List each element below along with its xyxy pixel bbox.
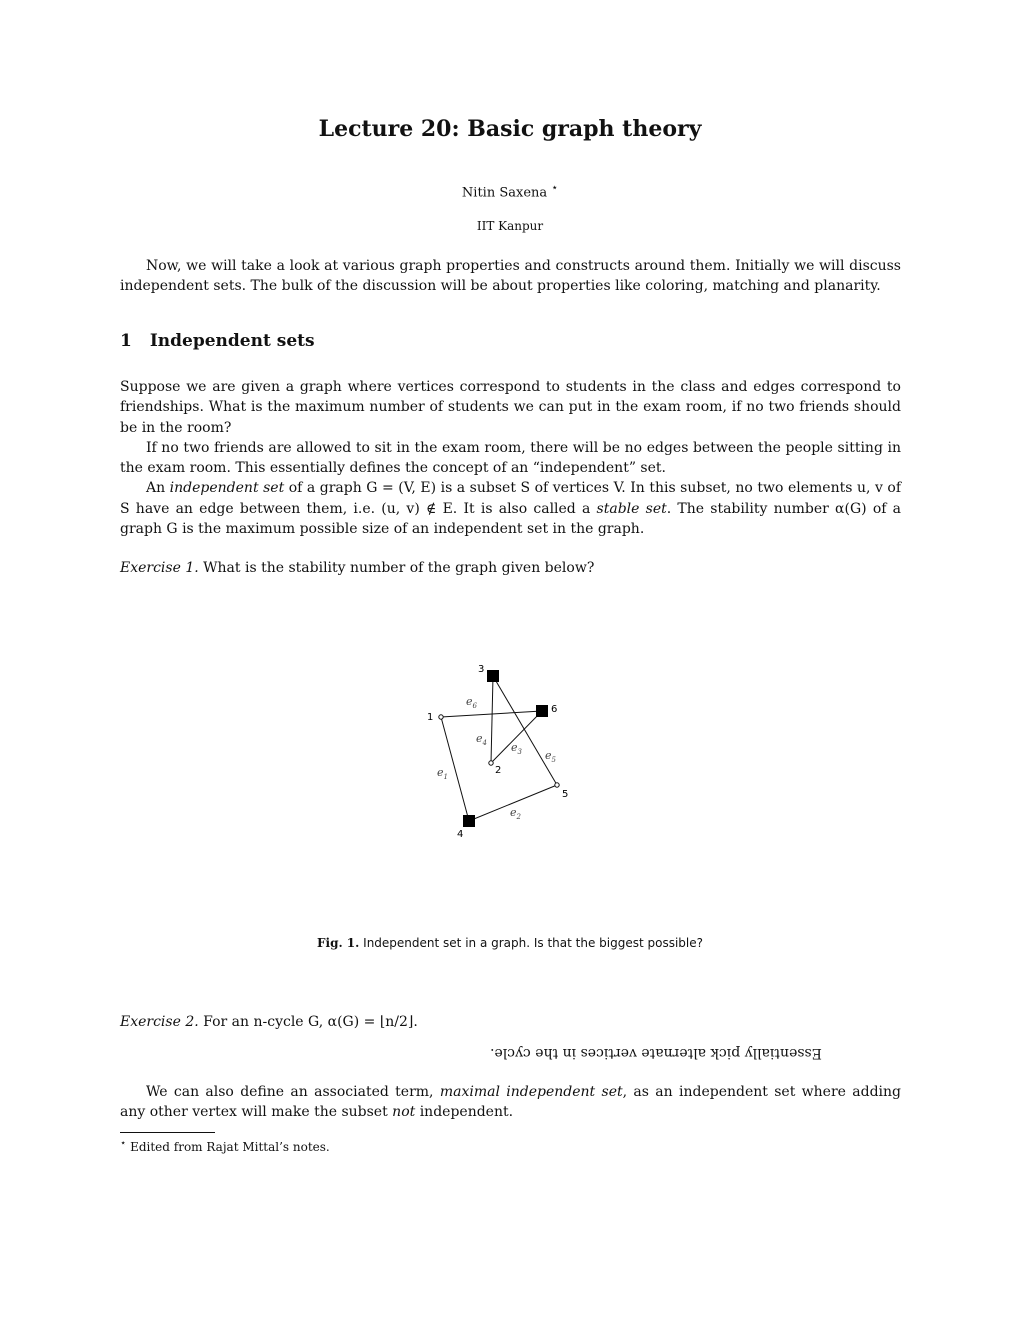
- vertex-label-5: 5: [562, 789, 569, 800]
- exercise-label: Exercise 1.: [120, 560, 199, 576]
- caption-text: Independent set in a graph. Is that the biggest possible?: [359, 936, 704, 950]
- section-number: 1: [120, 331, 132, 351]
- vertex-5: [555, 783, 559, 787]
- edge-label-e6: $e_6$: [466, 695, 477, 710]
- vertex-2: [489, 761, 493, 765]
- term: stable set: [596, 500, 667, 517]
- vertex-1: [439, 715, 443, 719]
- exercise-label: Exercise 2.: [120, 1014, 199, 1030]
- text: of a graph G = (V, E) is a subset S of vertices V. In this subset, no two elements u, v of S have an edge between them, i.e. (u, v) ∉ E. It is also called a: [120, 480, 901, 517]
- edges: [441, 676, 557, 821]
- edge-label-e4: $e_4$: [476, 732, 487, 747]
- edge-e6: [441, 711, 542, 717]
- edge-label-e2: $e_2$: [510, 806, 521, 821]
- caption-label: Fig. 1.: [316, 936, 360, 950]
- edge-e1: [441, 717, 469, 821]
- footnote-mark: ⋆: [120, 1138, 127, 1149]
- vertex-label-1: 1: [427, 712, 434, 723]
- footnote: [120, 1138, 330, 1154]
- edge-e5: [493, 676, 557, 785]
- author-name: Nitin Saxena: [461, 185, 548, 201]
- emphasis: not: [392, 1104, 416, 1121]
- text: We can also define an associated term,: [146, 1084, 440, 1100]
- vertex-label-6: 6: [551, 704, 558, 715]
- edge-e3: [491, 711, 542, 763]
- vertex-3: [487, 670, 499, 682]
- exercise-text: For an n-cycle G, α(G) = ⌊n/2⌋.: [198, 1014, 418, 1030]
- term: independent set: [169, 480, 285, 497]
- text: An: [146, 480, 170, 497]
- paragraph-4: [120, 1082, 901, 1123]
- footnote-mark: ⋆: [551, 181, 559, 194]
- paragraph-2: If no two friends are allowed to sit in the exam room, there will be no edges between the people sitting in the exam room. This essentially defines the concept of an “independent” set.: [120, 439, 901, 477]
- edge-label-e1: $e_1$: [437, 766, 448, 781]
- footnote-rule: [120, 1132, 215, 1133]
- vertex-6: [536, 705, 548, 717]
- upside-down-hint: Essentially pick alternate vertices in the cycle.: [490, 1045, 822, 1061]
- vertex-label-4: 4: [457, 829, 464, 840]
- edge-label-e3: $e_3$: [511, 741, 522, 756]
- vertices: [439, 670, 559, 827]
- page-title: Lecture 20: Basic graph theory: [318, 116, 702, 142]
- text: independent.: [415, 1104, 514, 1121]
- text: . The stability number α(G) of a graph G is the maximum possible size of an independent set in the graph.: [120, 500, 901, 538]
- vertex-label-2: 2: [495, 765, 502, 776]
- vertex-4: [463, 815, 475, 827]
- section-title: Independent sets: [149, 331, 315, 351]
- text: , as an independent set where adding any other vertex will make the subset: [120, 1084, 902, 1121]
- figure-caption: [0, 936, 1020, 950]
- term: maximal independent set: [439, 1084, 623, 1100]
- institution: IIT Kanpur: [476, 219, 544, 233]
- intro-paragraph: Now, we will take a look at various graph properties and constructs around them. Initially we will discuss independent sets. The bulk of the discussion will be about properties like coloring, matching and planarity.: [120, 258, 901, 295]
- exercise-text: What is the stability number of the graph given below?: [198, 560, 595, 576]
- vertex-label-3: 3: [478, 664, 485, 675]
- edge-label-e5: $e_5$: [545, 749, 556, 764]
- edge-e4: [491, 676, 493, 763]
- footnote-text: Edited from Rajat Mittal’s notes.: [126, 1140, 330, 1154]
- paragraph-1: Suppose we are given a graph where vertices correspond to students in the class and edges correspond to friendships. What is the maximum number of students we can put in the exam room, if no two friends should be in the room?: [120, 379, 901, 436]
- exercise-2: [120, 1012, 901, 1032]
